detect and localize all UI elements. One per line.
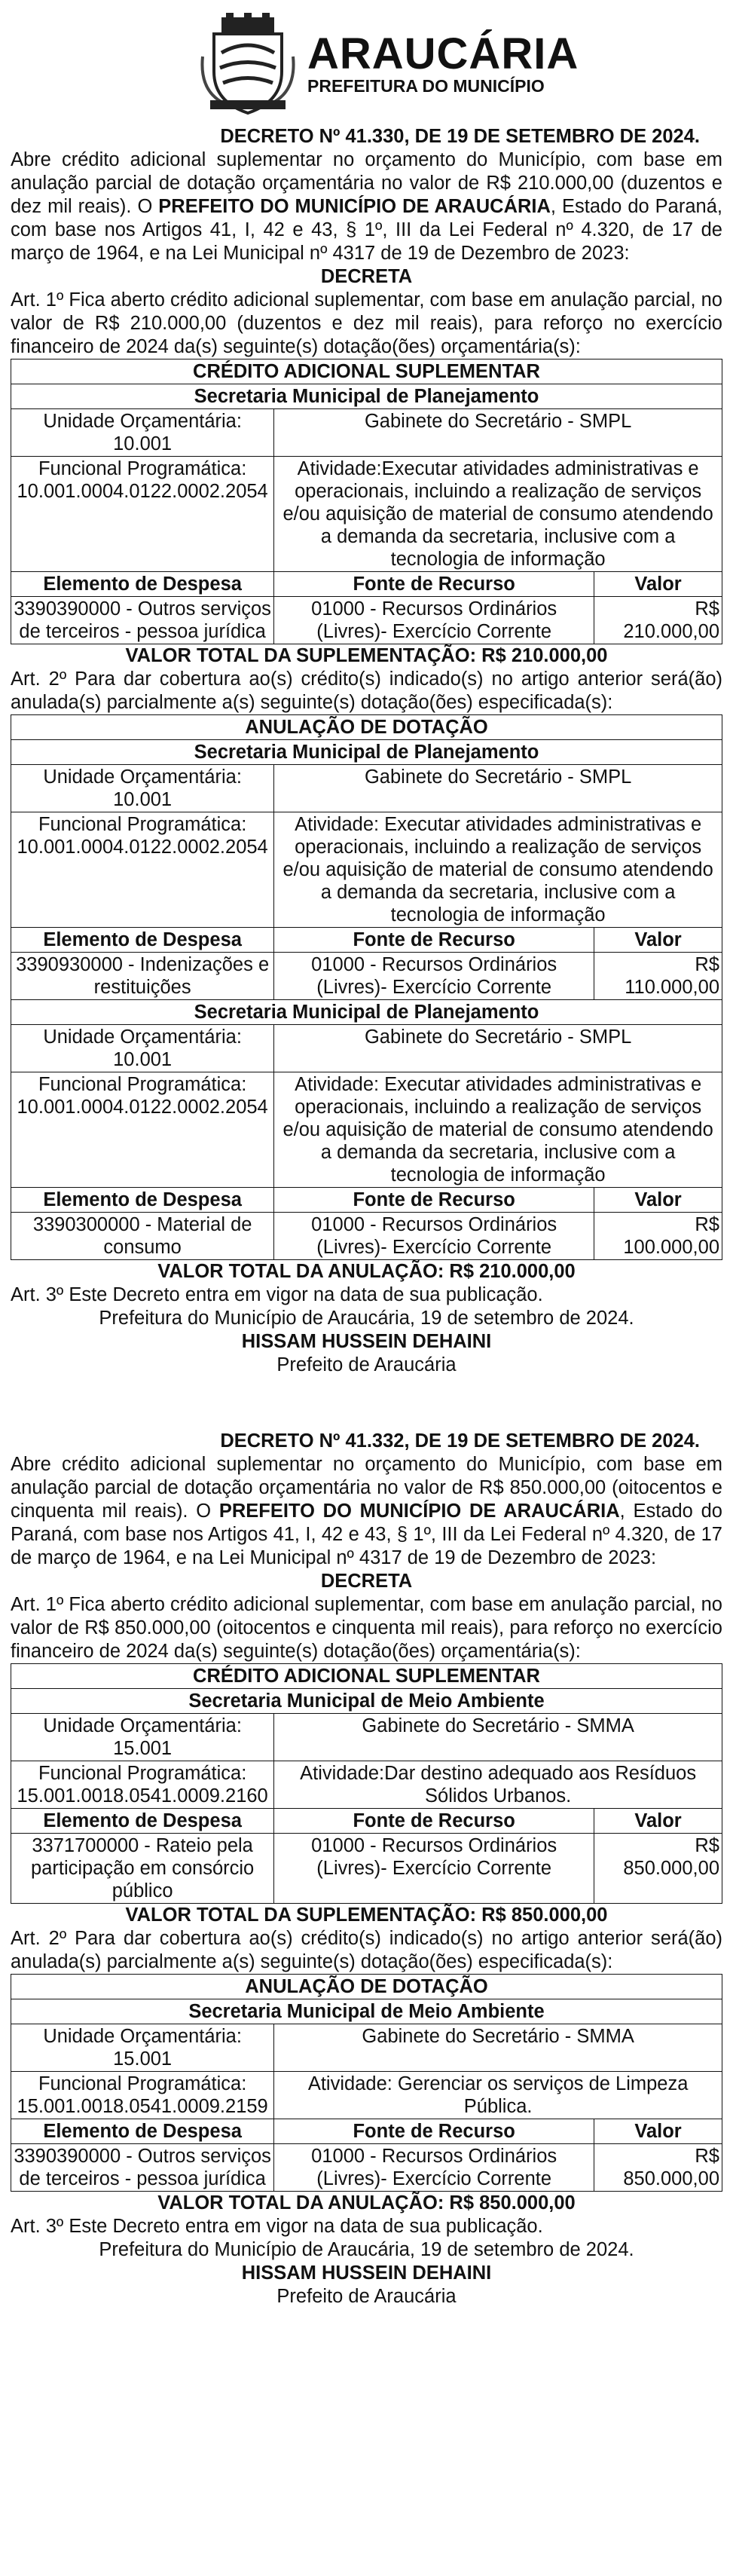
funcional-value: Atividade: Gerenciar os serviços de Limpeza Pública.: [274, 2072, 722, 2119]
signer-role: Prefeito de Araucária: [276, 2286, 457, 2307]
unidade-label: Unidade Orçamentária: 10.001: [11, 409, 274, 457]
article-2: Art. 2º Para dar cobertura ao(s) crédito(s) indicado(s) no artigo anterior será(ão) anulada(s) parcialmente a(s) seguinte(s) dotação(ões) especificada(s):: [11, 1928, 722, 1972]
fonte-cell: 01000 - Recursos Ordinários (Livres)- Exercício Corrente: [274, 597, 594, 644]
document-page: [11, 0, 722, 2308]
table-row: [11, 2119, 722, 2144]
fonte-cell: 01000 - Recursos Ordinários (Livres)- Exercício Corrente: [274, 953, 594, 1000]
fonte-cell: 01000 - Recursos Ordinários (Livres)- Exercício Corrente: [274, 1834, 594, 1904]
elemento-cell: 3371700000 - Rateio pela participação em consórcio público: [11, 1834, 274, 1904]
decree-title: DECRETO Nº 41.330, DE 19 DE SETEMBRO DE 2024.: [220, 126, 700, 147]
col-fonte-header: Fonte de Recurso: [274, 1188, 594, 1213]
col-valor-header: Valor: [594, 572, 722, 597]
funcional-value: Atividade: Executar atividades administrativas e operacionais, incluindo a realização de serviços e/ou aquisição de material de consumo atendendo a demanda da secretaria, inclusive com a tecnologia de informação: [274, 1072, 722, 1188]
decree: [11, 125, 722, 1377]
elemento-cell: 3390300000 - Material de consumo: [11, 1213, 274, 1260]
table-row: [11, 384, 722, 409]
article-1: Art. 1º Fica aberto crédito adicional suplementar, com base em anulação parcial, no valor de R$ 850.000,00 (oitocentos e cinquenta mil reais), para reforço no exercício financeiro de 2024 da(s) seguinte(s) dotação(ões) orçamentária(s):: [11, 1594, 722, 1662]
col-elemento-header: Elemento de Despesa: [11, 1188, 274, 1213]
funcional-label: Funcional Programática: 15.001.0018.0541.0009.2160: [11, 1761, 274, 1809]
unidade-label: Unidade Orçamentária: 10.001: [11, 1025, 274, 1072]
elemento-cell: 3390930000 - Indenizações e restituições: [11, 953, 274, 1000]
valor-cell: R$ 850.000,00: [594, 2144, 722, 2192]
credit-total: VALOR TOTAL DA SUPLEMENTAÇÃO: R$ 850.000,00: [125, 1904, 608, 1926]
article-2: Art. 2º Para dar cobertura ao(s) crédito(s) indicado(s) no artigo anterior será(ão) anulada(s) parcialmente a(s) seguinte(s) dotação(ões) especificada(s):: [11, 668, 722, 713]
secretaria-name: Secretaria Municipal de Meio Ambiente: [11, 1999, 722, 2024]
preamble-text: Abre crédito adicional suplementar no orçamento do Município, com base em anulação parcial de dotação orçamentária no valor de R$ 210.000,00 (duzentos e dez mil reais). O: [11, 149, 722, 217]
fonte-cell: 01000 - Recursos Ordinários (Livres)- Exercício Corrente: [274, 1213, 594, 1260]
elemento-cell: 3390390000 - Outros serviços de terceiros - pessoa jurídica: [11, 2144, 274, 2192]
unidade-value: Gabinete do Secretário - SMMA: [274, 2024, 722, 2072]
signer-role: Prefeito de Araucária: [276, 1354, 457, 1375]
table-row: [11, 1975, 722, 1999]
decree-separator: [11, 1377, 722, 1425]
budget-table: [11, 1663, 722, 1904]
col-fonte-header: Fonte de Recurso: [274, 572, 594, 597]
table-heading: CRÉDITO ADICIONAL SUPLEMENTAR: [11, 1664, 722, 1689]
funcional-label: Funcional Programática: 10.001.0004.0122.0002.2054: [11, 457, 274, 572]
table-row: [11, 1714, 722, 1761]
table-heading: ANULAÇÃO DE DOTAÇÃO: [11, 1975, 722, 1999]
table-heading: CRÉDITO ADICIONAL SUPLEMENTAR: [11, 359, 722, 384]
table-row: [11, 812, 722, 928]
decreta-heading: DECRETA: [320, 1571, 413, 1592]
preamble-authority: PREFEITO DO MUNICÍPIO DE ARAUCÁRIA: [218, 1501, 620, 1522]
unidade-label: Unidade Orçamentária: 15.001: [11, 2024, 274, 2072]
col-fonte-header: Fonte de Recurso: [274, 1809, 594, 1834]
secretaria-name: Secretaria Municipal de Planejamento: [11, 1000, 722, 1025]
decree-title: DECRETO Nº 41.332, DE 19 DE SETEMBRO DE 2024.: [220, 1430, 700, 1452]
table-heading: ANULAÇÃO DE DOTAÇÃO: [11, 715, 722, 740]
preamble-text-end: , Estado do Paraná, com base nos Artigos 41, I, 42 e 43, § 1º, III da Lei Federal nº 4.320, de 17 de março de 1964, e na Lei Municipal nº 4317 de 19 de Dezembro de 2023:: [11, 196, 722, 264]
col-elemento-header: Elemento de Despesa: [11, 928, 274, 953]
decree-preamble: [11, 1453, 722, 1570]
table-row: [11, 457, 722, 572]
table-row: [11, 1689, 722, 1714]
unidade-value: Gabinete do Secretário - SMPL: [274, 1025, 722, 1072]
unidade-label: Unidade Orçamentária: 10.001: [11, 765, 274, 812]
table-row: [11, 359, 722, 384]
funcional-label: Funcional Programática: 10.001.0004.0122.0002.2054: [11, 1072, 274, 1188]
col-fonte-header: Fonte de Recurso: [274, 928, 594, 953]
table-row: [11, 1809, 722, 1834]
funcional-value: Atividade: Executar atividades administrativas e operacionais, incluindo a realização de serviços e/ou aquisição de material de consumo atendendo a demanda da secretaria, inclusive com a tecnologia de informação: [274, 812, 722, 928]
budget-table: [11, 359, 722, 644]
col-fonte-header: Fonte de Recurso: [274, 2119, 594, 2144]
table-row: [11, 1761, 722, 1809]
decree-preamble: [11, 148, 722, 265]
col-valor-header: Valor: [594, 2119, 722, 2144]
elemento-cell: 3390390000 - Outros serviços de terceiros - pessoa jurídica: [11, 597, 274, 644]
credit-total: VALOR TOTAL DA SUPLEMENTAÇÃO: R$ 210.000,00: [125, 645, 608, 666]
signer-name: HISSAM HUSSEIN DEHAINI: [241, 1331, 492, 1352]
col-elemento-header: Elemento de Despesa: [11, 2119, 274, 2144]
funcional-label: Funcional Programática: 15.001.0018.0541.0009.2159: [11, 2072, 274, 2119]
municipal-coat-of-arms-icon: [199, 11, 297, 117]
table-row: [11, 1213, 722, 1260]
signer-name: HISSAM HUSSEIN DEHAINI: [241, 2262, 492, 2284]
annul-total: VALOR TOTAL DA ANULAÇÃO: R$ 850.000,00: [157, 2192, 576, 2213]
table-row: [11, 740, 722, 765]
budget-table: [11, 714, 722, 1260]
table-row: [11, 1999, 722, 2024]
table-row: [11, 1664, 722, 1689]
table-row: [11, 2072, 722, 2119]
col-valor-header: Valor: [594, 928, 722, 953]
table-row: [11, 715, 722, 740]
unidade-label: Unidade Orçamentária: 15.001: [11, 1714, 274, 1761]
col-elemento-header: Elemento de Despesa: [11, 572, 274, 597]
header: [11, 8, 722, 121]
secretaria-name: Secretaria Municipal de Meio Ambiente: [11, 1689, 722, 1714]
table-row: [11, 1025, 722, 1072]
table-row: [11, 1834, 722, 1904]
valor-cell: R$ 210.000,00: [594, 597, 722, 644]
secretaria-name: Secretaria Municipal de Planejamento: [11, 384, 722, 409]
table-row: [11, 2024, 722, 2072]
place-date: Prefeitura do Município de Araucária, 19 de setembro de 2024.: [99, 2239, 634, 2260]
table-row: [11, 597, 722, 644]
valor-cell: R$ 110.000,00: [594, 953, 722, 1000]
article-3: Art. 3º Este Decreto entra em vigor na data de sua publicação.: [11, 1284, 543, 1305]
brand: [307, 29, 579, 96]
table-row: [11, 409, 722, 457]
unidade-value: Gabinete do Secretário - SMPL: [274, 409, 722, 457]
article-1: Art. 1º Fica aberto crédito adicional suplementar, com base em anulação parcial, no valor de R$ 210.000,00 (duzentos e dez mil reais), para reforço no exercício financeiro de 2024 da(s) seguinte(s) dotação(ões) orçamentária(s):: [11, 289, 722, 357]
unidade-value: Gabinete do Secretário - SMPL: [274, 765, 722, 812]
col-valor-header: Valor: [594, 1188, 722, 1213]
article-3: Art. 3º Este Decreto entra em vigor na data de sua publicação.: [11, 2216, 543, 2237]
city-name: ARAUCÁRIA: [307, 29, 579, 78]
table-row: [11, 1072, 722, 1188]
table-row: [11, 2144, 722, 2192]
table-row: [11, 765, 722, 812]
table-row: [11, 928, 722, 953]
city-subtitle: PREFEITURA DO MUNICÍPIO: [307, 76, 545, 96]
place-date: Prefeitura do Município de Araucária, 19 de setembro de 2024.: [99, 1308, 634, 1329]
table-row: [11, 1188, 722, 1213]
table-row: [11, 1000, 722, 1025]
preamble-authority: PREFEITO DO MUNICÍPIO DE ARAUCÁRIA: [158, 196, 551, 217]
decrees-container: [11, 125, 722, 2308]
decreta-heading: DECRETA: [320, 266, 413, 287]
funcional-value: Atividade:Dar destino adequado aos Resíduos Sólidos Urbanos.: [274, 1761, 722, 1809]
col-elemento-header: Elemento de Despesa: [11, 1809, 274, 1834]
col-valor-header: Valor: [594, 1809, 722, 1834]
unidade-value: Gabinete do Secretário - SMMA: [274, 1714, 722, 1761]
table-row: [11, 572, 722, 597]
annul-total: VALOR TOTAL DA ANULAÇÃO: R$ 210.000,00: [157, 1261, 576, 1282]
fonte-cell: 01000 - Recursos Ordinários (Livres)- Exercício Corrente: [274, 2144, 594, 2192]
budget-table: [11, 1974, 722, 2192]
valor-cell: R$ 100.000,00: [594, 1213, 722, 1260]
table-row: [11, 953, 722, 1000]
secretaria-name: Secretaria Municipal de Planejamento: [11, 740, 722, 765]
preamble-text-end: , Estado do Paraná, com base nos Artigos 41, I, 42 e 43, § 1º, III da Lei Federal nº 4.320, de 17 de março de 1964, e na Lei Municipal nº 4317 de 19 de Dezembro de 2023:: [11, 1501, 722, 1568]
funcional-value: Atividade:Executar atividades administrativas e operacionais, incluindo a realização de serviços e/ou aquisição de material de consumo atendendo a demanda da secretaria, inclusive com a tecnologia de informação: [274, 457, 722, 572]
preamble-text: Abre crédito adicional suplementar no orçamento do Município, com base em anulação parcial de dotação orçamentária no valor de R$ 850.000,00 (oitocentos e cinquenta mil reais). O: [11, 1454, 722, 1522]
decree: [11, 1377, 722, 2308]
funcional-label: Funcional Programática: 10.001.0004.0122.0002.2054: [11, 812, 274, 928]
valor-cell: R$ 850.000,00: [594, 1834, 722, 1904]
